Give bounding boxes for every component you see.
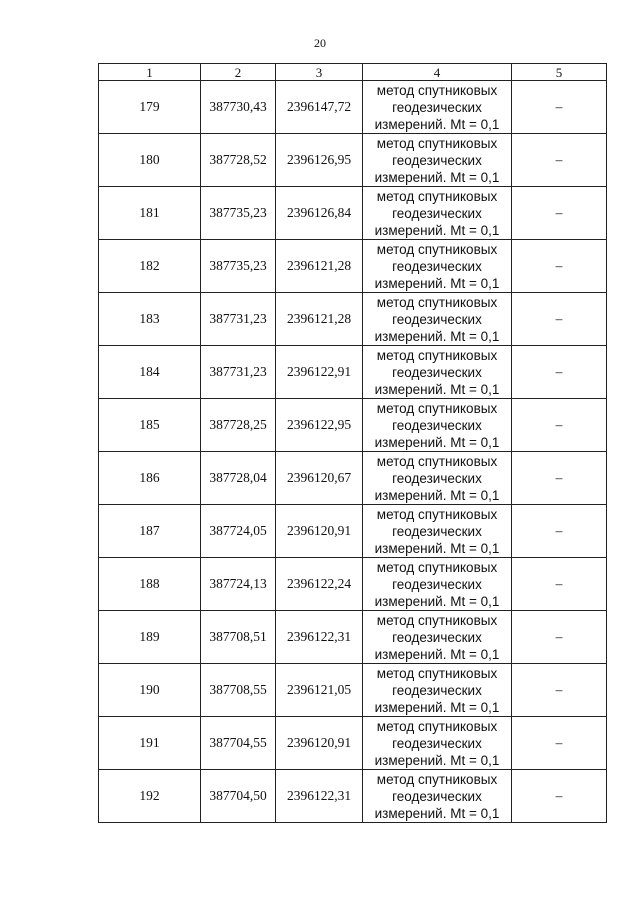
table-row (99, 293, 607, 346)
table-row (99, 240, 607, 293)
table-body (99, 81, 607, 823)
method-line-1: метод спутниковых (376, 82, 498, 98)
method-line-2: геодезических (392, 205, 482, 221)
table-row (99, 187, 607, 240)
coordinate-y: 2396126,84 (276, 187, 363, 240)
method-line-2: геодезических (392, 629, 482, 645)
method-line-3: измерений. Mt = 0,1 (374, 116, 500, 132)
table-row (99, 664, 607, 717)
method-line-3: измерений. Mt = 0,1 (374, 169, 500, 185)
method-line-3: измерений. Mt = 0,1 (374, 699, 500, 715)
point-number: 188 (99, 558, 201, 611)
coordinate-y: 2396122,31 (276, 770, 363, 823)
method-line-1: метод спутниковых (376, 665, 498, 681)
coordinate-y: 2396122,95 (276, 399, 363, 452)
method-line-2: геодезических (392, 523, 482, 539)
method-line-2: геодезических (392, 788, 482, 804)
method-line-1: метод спутниковых (376, 453, 498, 469)
coordinate-y: 2396121,28 (276, 293, 363, 346)
method-line-3: измерений. Mt = 0,1 (374, 275, 500, 291)
table-row (99, 134, 607, 187)
point-number: 184 (99, 346, 201, 399)
table-row (99, 770, 607, 823)
method-cell (363, 399, 512, 452)
method-cell (363, 611, 512, 664)
method-line-1: метод спутниковых (376, 188, 498, 204)
table-row (99, 81, 607, 134)
note-cell: – (512, 293, 607, 346)
method-cell (363, 134, 512, 187)
point-number: 190 (99, 664, 201, 717)
method-line-1: метод спутниковых (376, 718, 498, 734)
method-cell (363, 770, 512, 823)
coordinate-x: 387731,23 (201, 346, 276, 399)
point-number: 180 (99, 134, 201, 187)
table-row (99, 611, 607, 664)
column-header-4: 4 (363, 64, 512, 81)
table-row (99, 558, 607, 611)
point-number: 191 (99, 717, 201, 770)
method-line-2: геодезических (392, 576, 482, 592)
method-line-1: метод спутниковых (376, 400, 498, 416)
column-header-2: 2 (201, 64, 276, 81)
note-cell: – (512, 505, 607, 558)
method-line-2: геодезических (392, 99, 482, 115)
coordinate-x: 387728,25 (201, 399, 276, 452)
table-row (99, 346, 607, 399)
note-cell: – (512, 134, 607, 187)
method-line-1: метод спутниковых (376, 347, 498, 363)
coordinate-x: 387728,52 (201, 134, 276, 187)
coordinate-y: 2396121,05 (276, 664, 363, 717)
point-number: 181 (99, 187, 201, 240)
coordinate-x: 387708,51 (201, 611, 276, 664)
coordinate-x: 387724,13 (201, 558, 276, 611)
method-line-3: измерений. Mt = 0,1 (374, 328, 500, 344)
coordinate-y: 2396121,28 (276, 240, 363, 293)
method-cell (363, 505, 512, 558)
coordinate-y: 2396122,31 (276, 611, 363, 664)
column-header-5: 5 (512, 64, 607, 81)
method-line-2: геодезических (392, 470, 482, 486)
coordinate-x: 387735,23 (201, 240, 276, 293)
column-header-1: 1 (99, 64, 201, 81)
method-cell (363, 664, 512, 717)
coordinate-y: 2396126,95 (276, 134, 363, 187)
coordinate-x: 387731,23 (201, 293, 276, 346)
column-header-3: 3 (276, 64, 363, 81)
table-row (99, 399, 607, 452)
coordinate-y: 2396147,72 (276, 81, 363, 134)
point-number: 186 (99, 452, 201, 505)
method-line-2: геодезических (392, 364, 482, 380)
table-header-row (99, 64, 607, 81)
point-number: 183 (99, 293, 201, 346)
coordinates-table (98, 63, 607, 823)
method-line-2: геодезических (392, 417, 482, 433)
coordinate-y: 2396122,24 (276, 558, 363, 611)
method-line-1: метод спутниковых (376, 135, 498, 151)
method-line-1: метод спутниковых (376, 559, 498, 575)
method-line-3: измерений. Mt = 0,1 (374, 593, 500, 609)
method-line-3: измерений. Mt = 0,1 (374, 752, 500, 768)
note-cell: – (512, 187, 607, 240)
note-cell: – (512, 717, 607, 770)
method-line-3: измерений. Mt = 0,1 (374, 540, 500, 556)
method-line-1: метод спутниковых (376, 506, 498, 522)
coordinate-x: 387730,43 (201, 81, 276, 134)
method-line-1: метод спутниковых (376, 771, 498, 787)
point-number: 187 (99, 505, 201, 558)
note-cell: – (512, 240, 607, 293)
method-line-2: геодезических (392, 311, 482, 327)
method-cell (363, 240, 512, 293)
method-line-3: измерений. Mt = 0,1 (374, 805, 500, 821)
method-cell (363, 717, 512, 770)
method-line-3: измерений. Mt = 0,1 (374, 381, 500, 397)
method-cell (363, 452, 512, 505)
method-line-3: измерений. Mt = 0,1 (374, 434, 500, 450)
coordinate-y: 2396120,67 (276, 452, 363, 505)
method-line-1: метод спутниковых (376, 294, 498, 310)
coordinate-x: 387724,05 (201, 505, 276, 558)
point-number: 182 (99, 240, 201, 293)
coordinate-x: 387704,55 (201, 717, 276, 770)
method-cell (363, 293, 512, 346)
method-line-2: геодезических (392, 152, 482, 168)
method-line-3: измерений. Mt = 0,1 (374, 222, 500, 238)
method-line-2: геодезических (392, 258, 482, 274)
table-row (99, 717, 607, 770)
note-cell: – (512, 558, 607, 611)
note-cell: – (512, 81, 607, 134)
note-cell: – (512, 346, 607, 399)
coordinate-x: 387708,55 (201, 664, 276, 717)
method-line-3: измерений. Mt = 0,1 (374, 646, 500, 662)
table-row (99, 505, 607, 558)
note-cell: – (512, 399, 607, 452)
point-number: 179 (99, 81, 201, 134)
method-line-2: геодезических (392, 682, 482, 698)
point-number: 192 (99, 770, 201, 823)
method-cell (363, 558, 512, 611)
coordinate-x: 387728,04 (201, 452, 276, 505)
method-cell (363, 81, 512, 134)
point-number: 185 (99, 399, 201, 452)
method-line-1: метод спутниковых (376, 612, 498, 628)
note-cell: – (512, 664, 607, 717)
method-line-2: геодезических (392, 735, 482, 751)
table-row (99, 452, 607, 505)
method-cell (363, 187, 512, 240)
coordinate-y: 2396122,91 (276, 346, 363, 399)
coordinate-x: 387704,50 (201, 770, 276, 823)
coordinate-y: 2396120,91 (276, 505, 363, 558)
note-cell: – (512, 611, 607, 664)
coordinate-x: 387735,23 (201, 187, 276, 240)
coordinate-y: 2396120,91 (276, 717, 363, 770)
note-cell: – (512, 770, 607, 823)
method-cell (363, 346, 512, 399)
note-cell: – (512, 452, 607, 505)
page-number: 20 (314, 36, 326, 50)
point-number: 189 (99, 611, 201, 664)
method-line-1: метод спутниковых (376, 241, 498, 257)
method-line-3: измерений. Mt = 0,1 (374, 487, 500, 503)
